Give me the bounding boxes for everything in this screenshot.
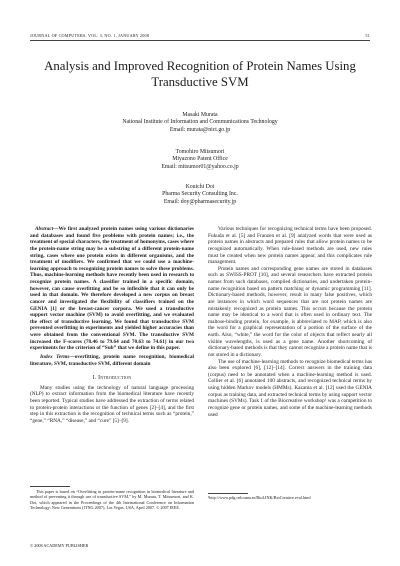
publisher-footer: © 2008 ACADEMY PUBLISHER xyxy=(30,543,89,548)
index-terms-label: Index Terms xyxy=(40,353,70,360)
author-email: Email: doy@pharmasecurity.jp xyxy=(163,198,237,205)
footnote-rule xyxy=(208,493,248,494)
abstract-label: Abstract xyxy=(35,226,54,232)
author-name: Masaki Murata xyxy=(182,112,218,118)
author-affiliation: Miyazono Patent Office xyxy=(172,156,228,163)
header-rule xyxy=(30,40,370,41)
footnote-rule xyxy=(30,486,70,487)
page-number: 51 xyxy=(365,33,370,38)
index-terms-text: —overfitting, protein name recognition, biomedical literature, SVM, transductive SVM, different domain xyxy=(30,353,194,367)
body-paragraph: Protein names and corresponding gene names are stored in databases such as SWISS-PROT [10], and several researchers have extracted protein names from such databases, compiled dictionaries, and undertaken protein-name recognition based on pattern matching or dynamic programming [11]. Dictionary-based methods, however, result in many false positives, which are instances in which word sequences that are not protein names are mistakenly recognized as protein names. This occurs because the protein name may be identical to a word that is often used in ordinary text. The maltose-binding protein, for example, is abbreviated to MAP, which is also the word for a graphical representation of a portion of the surface of the earth. Also, “white,” the word for the color of objects that reflect nearly all visible wavelengths, is used as a gene name. Another shortcoming of dictionary-based methods is that they cannot recognize a protein name that is not stored in a dictionary. xyxy=(208,265,372,358)
author-block xyxy=(60,112,340,134)
body-paragraph: Many studies using the technology of natural language processing (NLP) to extract information from the biomedical literature have recently been reported. Typical studies have addressed the extraction of terms related to protein-protein interactions or the function of genes [2]–[4], and the first step in this extraction is the recognition of technical terms such as “protein,” “gene,” “RNA,” “disease,” and “cure” [5]–[9]. xyxy=(30,384,194,424)
footnote-url: ¹http://www.pdg.cnb.uam.es/BioLINK/BioCreative.eval.html xyxy=(208,495,311,500)
author-affiliation: National Institute of Information and Communications Technology xyxy=(122,119,278,126)
author-email: Email: murata@nict.go.jp xyxy=(169,126,231,133)
abstract xyxy=(30,226,194,352)
abstract-text: —We first analyzed protein names using various dictionaries and databases and found five problems with protein names; i.e., the treatment of special characters, the treatment of homonyms, cases where the protein-name string may be a substring of a different protein-name string, cases where one protein exists in different organisms, and the treatment of modifiers. We confirmed that we could use a machine-learning approach to recognizing protein names to solve these problems. Thus, machine-learning methods have recently been used in research to recognize protein names. A classifier trained in a specific domain, however, can cause overfitting and be so inflexible that it can only be used in that domain. We therefore developed a new corpus on breast cancer and investigated the flexibility of classifiers trained on the GENIA [1] or the breast-cancer corpora. We used a transductive support vector machine (SVM) to avoid overfitting, and we evaluated the effect of transductive learning. We found that transductive SVM prevented overfitting in experiments and yielded higher accuracies than were obtained from the conventional SVM. The transductive SVM increased the F-scores (78.46 to 79.64 and 70.63 to 74.61) in our two experiments for the criterion of “Sub” that we define in this paper. xyxy=(30,226,195,352)
author-name: Tomohiro Mitsumori xyxy=(175,149,225,155)
index-terms xyxy=(30,354,194,367)
paper-title: Analysis and Improved Recognition of Protein Names Using Transductive SVM xyxy=(44,59,356,89)
author-block xyxy=(60,149,340,171)
left-column xyxy=(30,226,194,425)
section-heading: I. Introduction xyxy=(92,375,132,382)
author-affiliation: Pharma Security Consulting Inc. xyxy=(162,191,238,198)
author-email: Email: mitsumor01@yahoo.co.jp xyxy=(161,163,239,170)
author-block xyxy=(60,184,340,206)
body-paragraph: Various techniques for recognizing technical terms have been proposed. Fukuda et al. [5] and Franzen et al. [9] analyzed words that were used as protein names in abstracts and prepared rules that allow protein names to be recognized automatically. When rule-based methods are used, new rules must be created when new protein names appear, and this complicates rule management. xyxy=(208,226,372,266)
right-column xyxy=(208,226,372,418)
journal-name: JOURNAL OF COMPUTERS, VOL. 3, NO. 1, JANUARY 2008 xyxy=(30,33,150,38)
footnote: This paper is based on “Overfitting in protein-name recognition in biomedical literature and method of preventing it through use of transductive SVM,” by M. Murata, T. Mitsumori, and K. Doi, which appeared in the Proceedings of the 4th International Conference on Information Technology: New Generations (ITNG 2007), Las Vegas, USA, April 2007. © 2007 IEEE. xyxy=(30,489,194,510)
body-paragraph: The use of machine-learning methods to recognize biomedical terms has also been explored [6], [12]–[14]. Correct answers in the training data (corpus) need to be annotated when a machine-learning method is used. Collier et al. [6] annotated 100 abstracts, and recognized technical terms by using hidden Markov models (HMMs). Kazama et al. [12] used the GENIA corpus as training data, and extracted technical terms by using support vector machines (SVMs). Task 1 of the Biocreative workshop¹ was a competition to recognize gene or protein names, and some of the machine-learning methods used xyxy=(208,358,372,418)
author-name: Kouichi Doi xyxy=(185,184,215,190)
